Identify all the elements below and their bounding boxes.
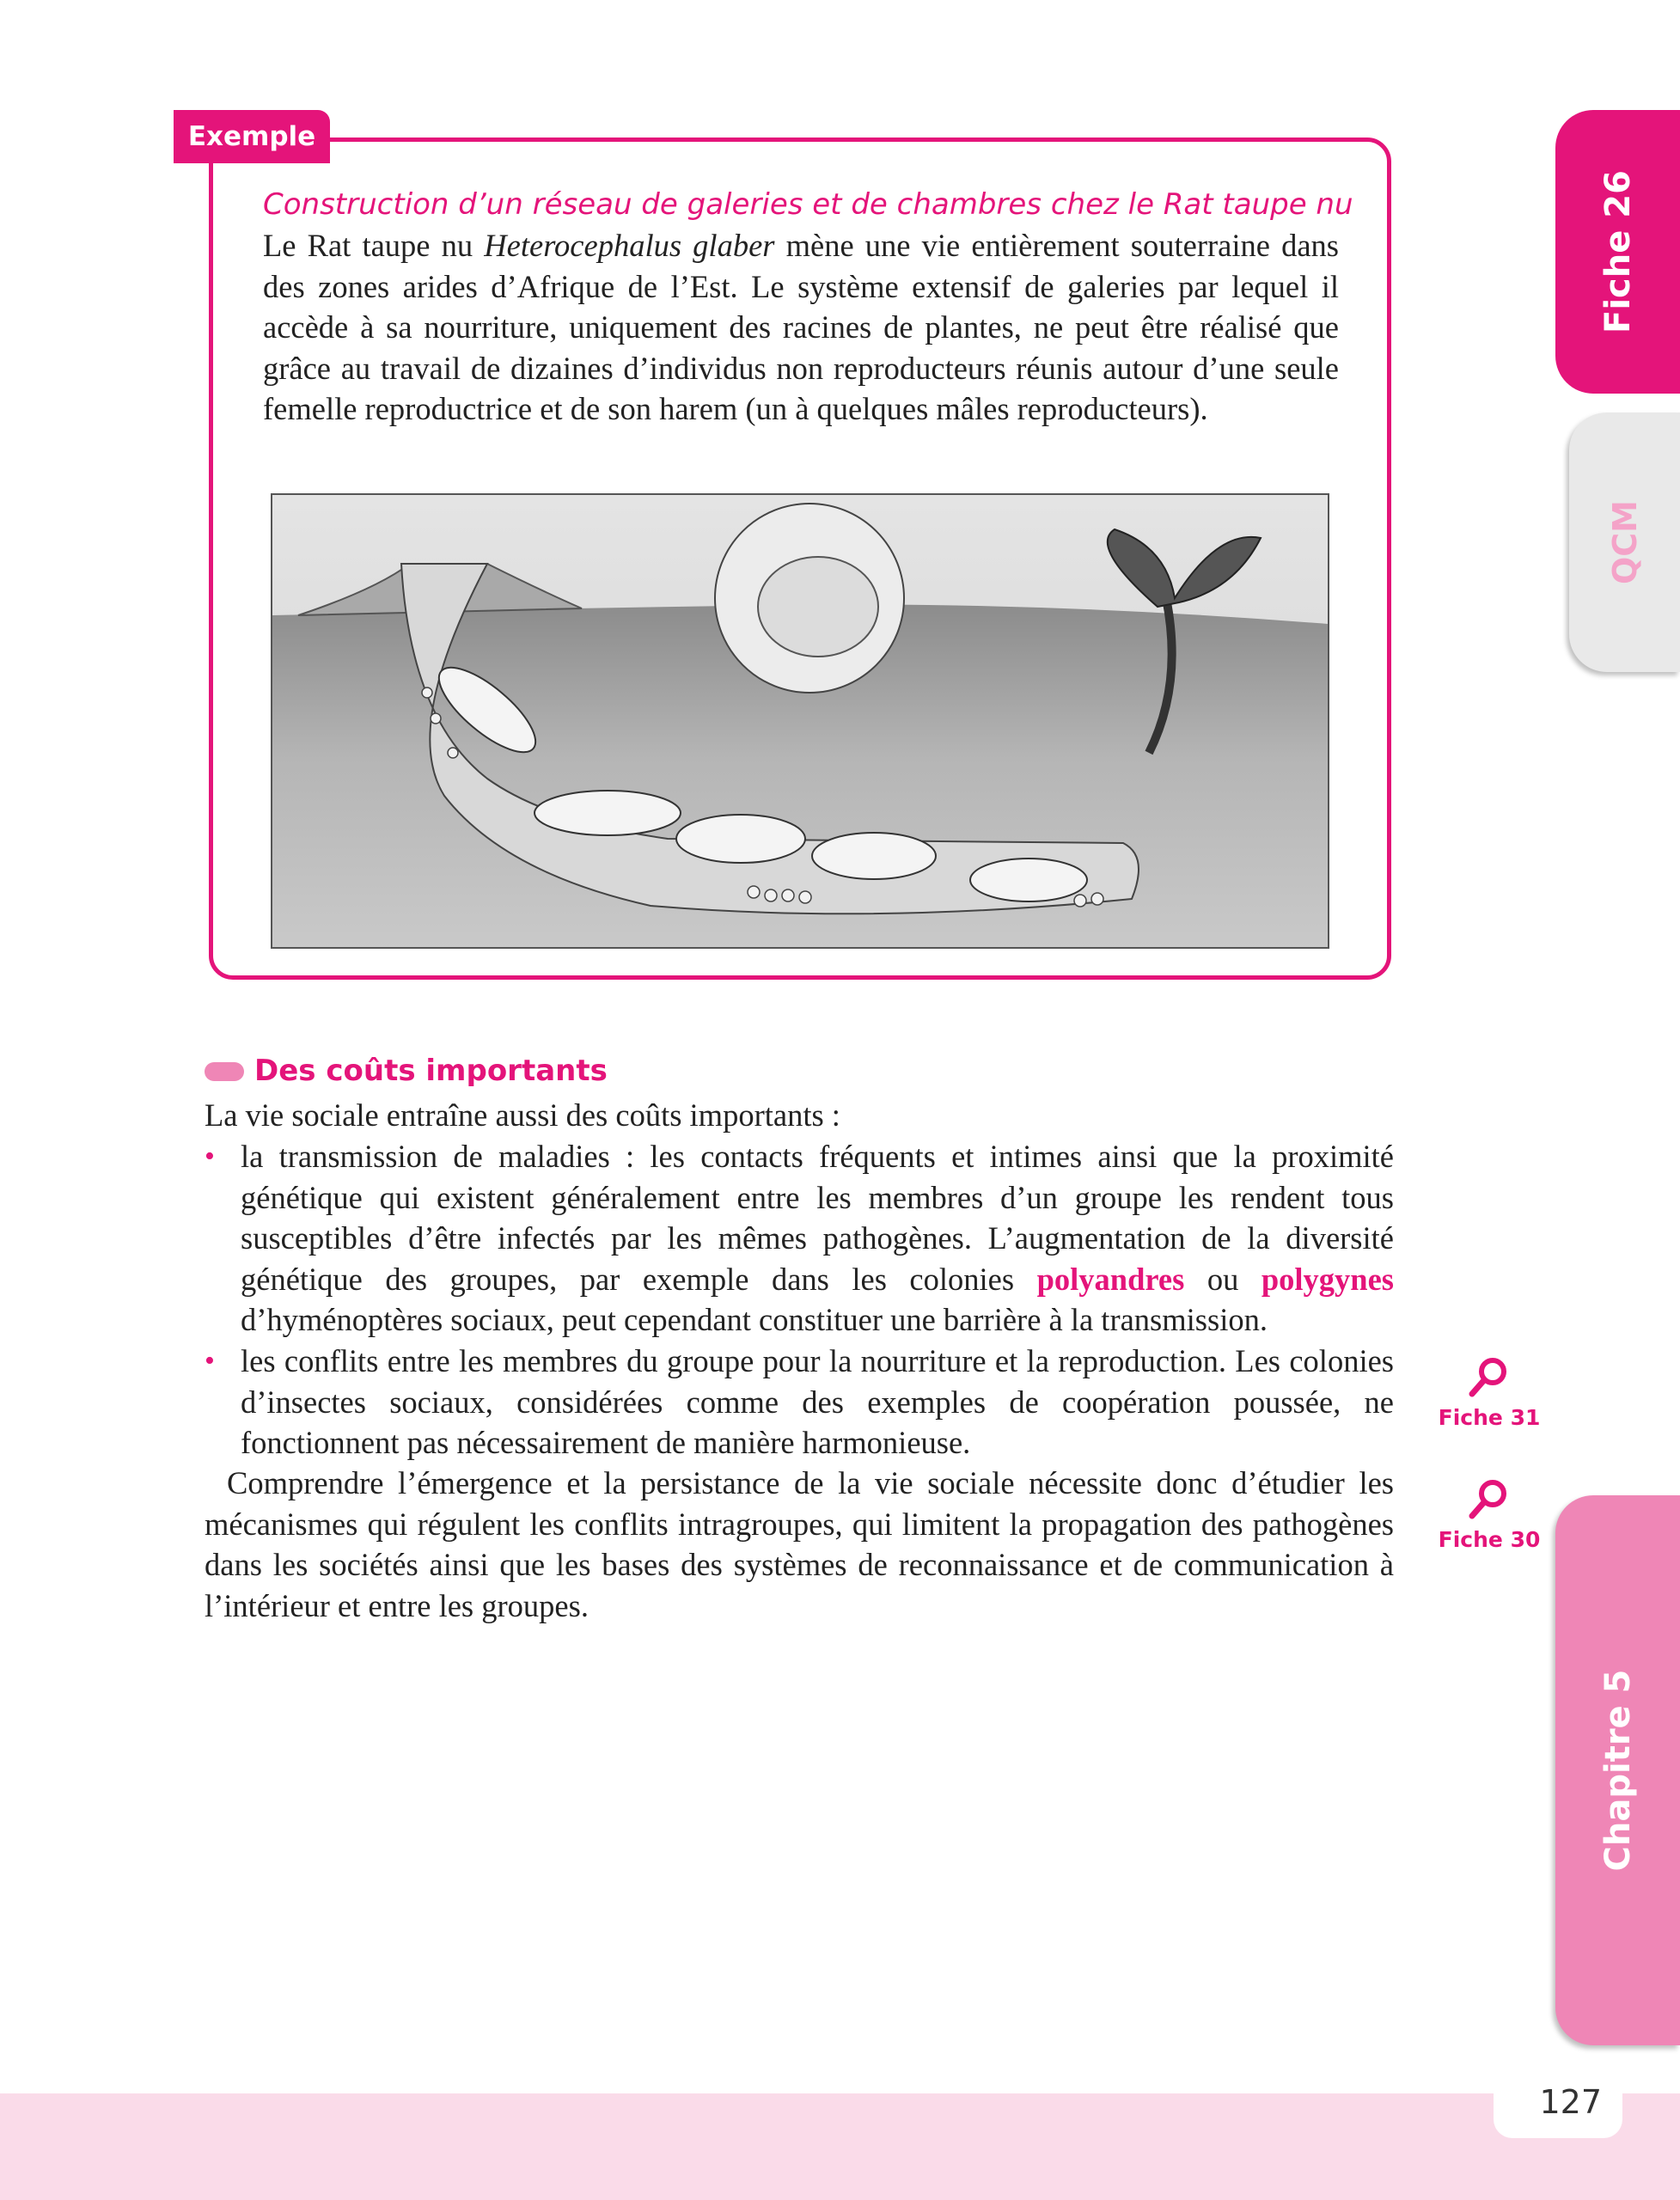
tab-chapitre[interactable] [1555, 1495, 1680, 2045]
example-title: Construction d’un réseau de galeries et de chambres chez le Rat taupe nu [263, 187, 1353, 222]
footer-band [0, 2093, 1680, 2200]
ref-fiche-31[interactable] [1425, 1353, 1554, 1430]
section-intro: La vie sociale entraîne aussi des coûts importants : [205, 1097, 840, 1133]
section-marker [205, 1062, 244, 1081]
bullet-conflicts: les conflits entre les membres du groupe pour la nourriture et la reproduction. Les colonies d’insectes sociaux, considérées comme des exemples de coopération poussée, ne fonctionnent pas nécessairement de manière harmonieuse. [241, 1343, 1394, 1460]
conclusion-paragraph: Comprendre l’émergence et la persistance de la vie sociale nécessite donc d’étudier les mécanismes qui régulent les conflits intragroupes, qui limitent la propagation des pathogènes dans les sociétés ainsi que les bases des systèmes de reconnaissance et de communication à l’intérieur et entre les groupes. [205, 1465, 1394, 1623]
ref-fiche-30[interactable] [1425, 1475, 1554, 1552]
tab-qcm[interactable] [1569, 412, 1680, 672]
bullet-dot: • [205, 1140, 215, 1172]
magnifier-icon [1463, 1353, 1515, 1401]
tab-qcm-label: QCM [1605, 499, 1644, 585]
section-title: Des coûts importants [254, 1054, 608, 1088]
example-tag: Exemple [174, 110, 330, 163]
bullet1-text-mid: ou [1184, 1261, 1262, 1297]
example-body [263, 225, 1339, 430]
tab-fiche[interactable] [1555, 110, 1680, 394]
bullet-dot: • [205, 1345, 215, 1377]
keyword-polyandres[interactable]: polyandres [1036, 1261, 1185, 1297]
magnifier-icon [1463, 1475, 1515, 1523]
example-body-start: Le Rat taupe nu [263, 228, 485, 263]
bullet1-text-end: d’hyménoptères sociaux, peut cependant constituer une barrière à la transmission. [241, 1302, 1268, 1337]
example-body-end: mène une vie entièrement souterraine dans des zones arides d’Afrique de l’Est. Le système extensif de galeries par lequel il accède à sa nourriture, uniquement des racines de plantes, ne peut être réalisé que grâce au travail de dizaines d’individus non reproducteurs réunis autour d’une seule femelle reproductrice et de son harem (un à quelques mâles reproducteurs). [263, 228, 1339, 427]
page-number: 127 [1539, 2083, 1602, 2121]
tab-fiche-label: Fiche 26 [1598, 170, 1638, 333]
bullet1-text-start: la transmission de maladies : les contacts fréquents et intimes ainsi que la proximité génétique qui existent généralement entre les membres d’un groupe les rendent tous susceptibles d’être infectés par les mêmes pathogènes. L’augmentation de la diversité génétique des groupes, par exemple dans les colonies [241, 1139, 1394, 1297]
burrow-illustration-svg [272, 495, 1328, 947]
tab-chapitre-label: Chapitre 5 [1598, 1669, 1638, 1872]
naked-mole-rat-illustration [271, 493, 1329, 949]
keyword-polygynes[interactable]: polygynes [1261, 1261, 1394, 1297]
species-name: Heterocephalus glaber [484, 228, 775, 263]
bullet-disease-transmission [241, 1136, 1394, 1341]
ref-label: Fiche 31 [1438, 1405, 1541, 1430]
ref-label: Fiche 30 [1438, 1527, 1541, 1552]
